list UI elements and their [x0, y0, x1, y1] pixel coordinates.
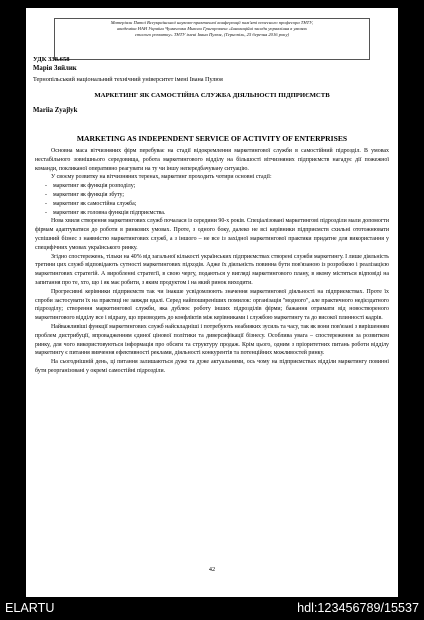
- paragraph-4: Згідно спостережень, тільки на 40% від загальної кількості українських підприємствах створені служби маркетингу. І лише діяльність третини цих служб відповідають сутності маркетингових підходів. Адже їх діяльність повинна бути пов'язаною із розробкою і реалізацією маркетингових стратегій. А виробленні стратегії, в свою чергу, подаються у вигляді маркетингового плану, в якому містяться відповіді на запитання про те, хто, що і як має робити, з яким продуктом і на який ринок виходити.: [35, 253, 389, 286]
- page-content: [26, 8, 398, 598]
- paragraph-6: Найважливіші функції маркетингових служб найскладніші і потребують неабияких зусиль та часу, так як вони пов'язані з вирішенням проблем дистрибуції, впровадженням єдиної цінової політики та диверсифікації бізнесу. Особлива увага – спостереження за розвитком ринку, для чого використовуються інформація про обсяги та структуру продаж. Крім цього, одним з пріоритетних питань роботи відділу маркетингу є питання вивчення ефективності реклами, діяльності конкурентів та потенційних можливостей ринку.: [35, 323, 389, 357]
- title-en: MARKETING AS INDEPENDENT SERVICE OF ACTIVITY OF ENTERPRISES: [76, 134, 348, 143]
- stages-list: [35, 182, 389, 217]
- paragraph-2: У своєму розвитку на вітчизняних теренах, маркетинг проходить чотири основні стадії:: [51, 174, 272, 181]
- list-item: - маркетинг як функція розподілу;: [53, 182, 389, 191]
- title-ua: МАРКЕТИНГ ЯК САМОСТІЙНА СЛУЖБА ДІЯЛЬНОСТІ ПІДПРИЄМСТВ: [94, 92, 330, 99]
- repository-name: ELARTU: [5, 601, 55, 615]
- page-number: 42: [208, 566, 216, 573]
- article-body: [35, 147, 389, 376]
- list-item: - маркетинг як функція збуту;: [53, 191, 389, 200]
- header-line-2: академіка НАН України Чумаченка Миколи Григоровича «Інноваційні засади управління в умовах: [117, 25, 307, 31]
- repository-footer: [0, 597, 424, 620]
- document-page: [26, 8, 398, 598]
- paragraph-5: Прогресивні керівники підприємств так чи інакше усвідомлюють значення маркетингової діяльності на підприємствах. Проте їх спроби застосувати їх на практиці не завжди вдалі. Серед найпоширеніших помилок: організація "модного", але практичного недієздатного підрозділу; створення маркетингової служби, яка дублює роботу інших підрозділів фірми; бажання отримати від новоствореного маркетингового відділу все і відразу, що призводить до конфліктів між керівниками і службою маркетингу та до високої плинності кадрів.: [35, 288, 389, 322]
- handle-id[interactable]: hdl:123456789/15537: [297, 601, 419, 615]
- list-item: - маркетинг як головна функція підприємства.: [53, 209, 389, 218]
- paragraph-1: Основна маса вітчизняних фірм перебуває на стадії відокремлення маркетингової служби в самостійний підрозділ. В умовах нестабільного зовнішнього середовища, робота маркетингового відділу на більшості вітчизняних підприємств нагадує дії пожежної команди, покликаної оперативно реагувати на ту чи іншу непередбачувану ситуацію.: [35, 148, 389, 172]
- header-line-1: Матеріали Пятої Всеукраїнської науково-практичної конференції пам'яті почесного професора ТНТУ,: [110, 20, 314, 25]
- udc-code: УДК 338.658: [33, 56, 70, 63]
- affiliation: Тернопільський національний технічний університет імені Івана Пулюя: [33, 76, 223, 83]
- list-item: - маркетинг як самостійна служба;: [53, 200, 389, 209]
- conference-header: [54, 18, 370, 60]
- author-en: Mariia Zyajlyk: [33, 107, 78, 114]
- header-line-3: сталого розвитку» ТНТУ імені Івана Пулюя, (Тернопіль, 25 березня 2016 року): [134, 31, 290, 37]
- author-ua: Марія Зяйлик: [33, 65, 77, 72]
- paragraph-7: На сьогоднішній день, ці питання залишаються дуже та дуже актуальними, ось чому на підприємствах відділи маркетингу повинні бути реорганізовані у окремі самостійні підрозділи.: [35, 359, 389, 374]
- paragraph-3: Нова хвиля створення маркетингових служб почалася із середини 90-х років. Спеціалізовані маркетингові підрозділи мали допомогти фірмам адаптуватися до роботи в ринкових умовах. Проте, з одного боку, далеко не всі керівники підприємств схильні ототожнювати успішний бізнес з наявністю маркетингових служб, а з іншого – не все із західної маркетингової практики придатне для використання у специфічних умовах українського ринку.: [35, 218, 389, 251]
